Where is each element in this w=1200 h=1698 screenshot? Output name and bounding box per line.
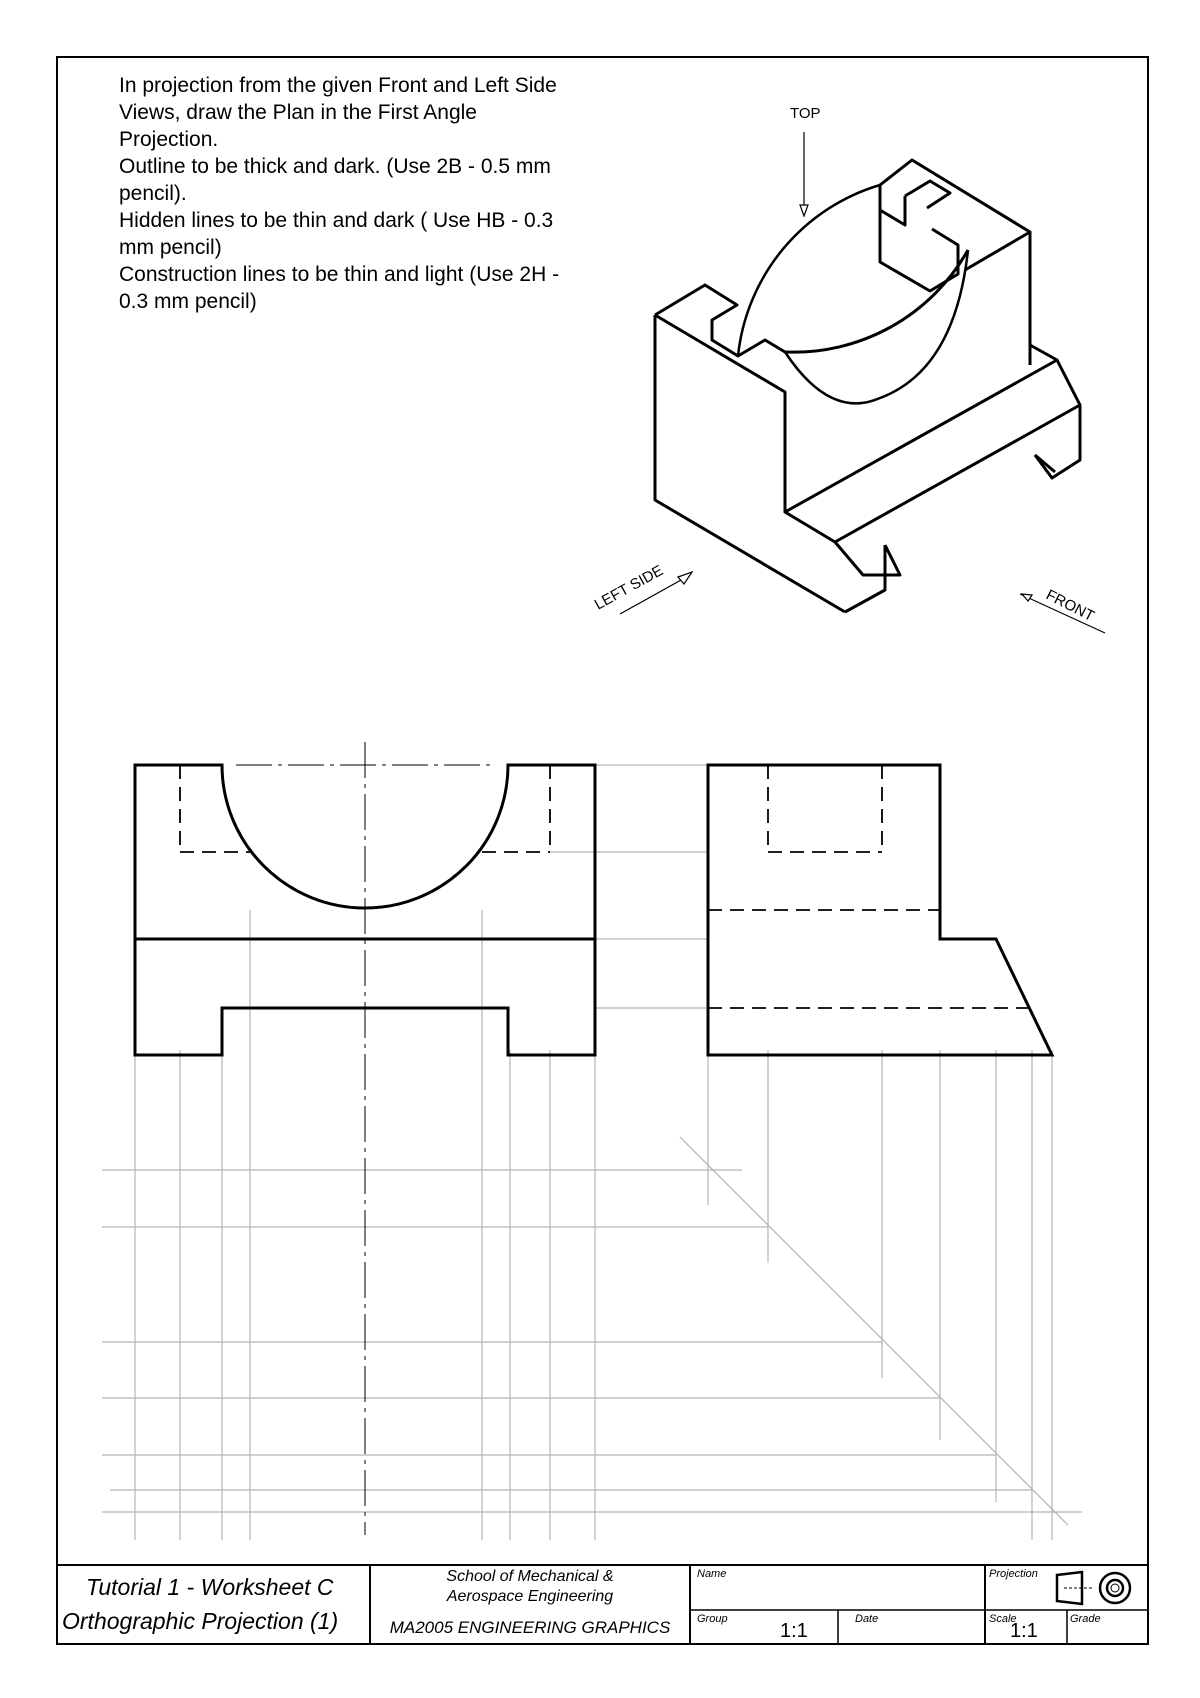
instruction-line: Projection. bbox=[119, 128, 219, 151]
instruction-line: Outline to be thick and dark. (Use 2B - 0.5 mm bbox=[119, 155, 551, 178]
title-line-2: Orthographic Projection (1) bbox=[62, 1608, 339, 1634]
side-view-hidden-lines bbox=[708, 765, 1030, 1008]
front-view bbox=[135, 742, 595, 1535]
instruction-line: mm pencil) bbox=[119, 236, 222, 259]
instruction-line: Hidden lines to be thin and dark ( Use HB - 0.3 bbox=[119, 209, 554, 232]
school-line-2: Aerospace Engineering bbox=[446, 1588, 614, 1605]
title-line-1: Tutorial 1 - Worksheet C bbox=[86, 1574, 334, 1600]
name-label: Name bbox=[697, 1568, 727, 1580]
scale-value: 1:1 bbox=[1010, 1620, 1038, 1642]
school-line-1: School of Mechanical & bbox=[446, 1568, 614, 1585]
instruction-line: Views, draw the Plan in the First Angle bbox=[119, 101, 477, 124]
instructions bbox=[119, 72, 639, 315]
instruction-line: pencil). bbox=[119, 182, 187, 205]
construction-lines bbox=[102, 765, 1082, 1540]
top-label: TOP bbox=[790, 105, 821, 122]
top-arrow bbox=[800, 132, 808, 216]
isometric-view bbox=[655, 160, 1080, 612]
left-side-label: LEFT SIDE bbox=[591, 561, 667, 614]
date-label: Date bbox=[855, 1613, 879, 1625]
front-label: FRONT bbox=[1043, 586, 1097, 626]
first-angle-projection-icon bbox=[1057, 1572, 1130, 1604]
course-name: MA2005 ENGINEERING GRAPHICS bbox=[389, 1618, 671, 1637]
instruction-line: 0.3 mm pencil) bbox=[119, 290, 257, 313]
instruction-line: In projection from the given Front and Left Side bbox=[119, 74, 557, 97]
scale-label: Scale bbox=[989, 1613, 1017, 1625]
group-label: Group bbox=[697, 1613, 728, 1625]
side-view bbox=[708, 765, 1052, 1055]
instruction-line: Construction lines to be thin and light (Use 2H - bbox=[119, 263, 560, 286]
projection-label: Projection bbox=[989, 1568, 1038, 1580]
group-value: 1:1 bbox=[780, 1620, 808, 1642]
grade-label: Grade bbox=[1070, 1613, 1101, 1625]
